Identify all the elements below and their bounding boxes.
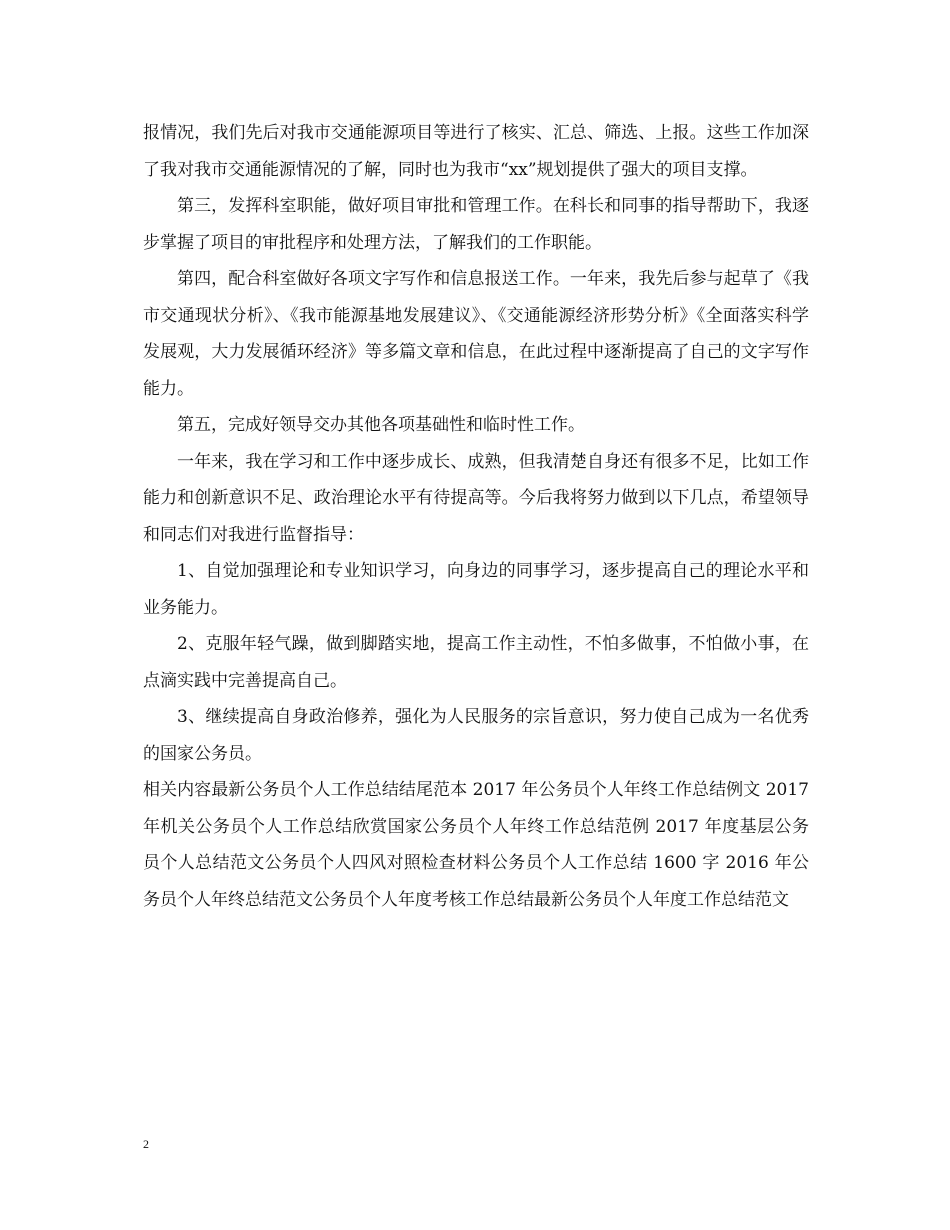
paragraph-item-3: 3、继续提高自身政治修养，强化为人民服务的宗旨意识，努力使自己成为一名优秀的国家公务员。	[143, 707, 809, 764]
paragraph-third-point: 第三，发挥科室职能，做好项目审批和管理工作。在科长和同事的指导帮助下，我逐步掌握了项目的审批程序和处理方法，了解我们的工作职能。	[143, 196, 809, 253]
paragraph-fifth-point: 第五，完成好领导交办其他各项基础性和临时性工作。	[177, 415, 585, 435]
paragraph-summary: 一年来，我在学习和工作中逐步成长、成熟，但我清楚自身还有很多不足，比如工作能力和创新意识不足、政治理论水平有待提高等。今后我将努力做到以下几点，希望领导和同志们对我进行监督指导：	[143, 451, 809, 545]
paragraph-continuation: 报情况，我们先后对我市交通能源项目等进行了核实、汇总、筛选、上报。这些工作加深了我对我市交通能源情况的了解，同时也为我市“xx”规划提供了强大的项目支撑。	[143, 123, 809, 180]
paragraph-item-2: 2、克服年轻气躁，做到脚踏实地，提高工作主动性，不怕多做事，不怕做小事，在点滴实践中完善提高自己。	[143, 634, 809, 691]
paragraph-item-1: 1、自觉加强理论和专业知识学习，向身边的同事学习，逐步提高自己的理论水平和业务能力。	[143, 561, 809, 618]
related-content: 相关内容最新公务员个人工作总结结尾范本 2017 年公务员个人年终工作总结例文 2017 年机关公务员个人工作总结欣赏国家公务员个人年终工作总结范例 2017 年度基层公务员个人总结范文公务员个人四风对照检查材料公务员个人工作总结 1600 字 2016 年公务员个人年终总结范文公务员个人年度考核工作总结最新公务员个人年度工作总结范文	[143, 780, 809, 910]
paragraph-fourth-point: 第四，配合科室做好各项文字写作和信息报送工作。一年来，我先后参与起草了《我市交通现状分析》、《我市能源基地发展建议》、《交通能源经济形势分析》《全面落实科学发展观，大力发展循环经济》等多篇文章和信息，在此过程中逐渐提高了自己的文字写作能力。	[143, 269, 809, 399]
document-body	[143, 115, 809, 918]
page-number: 2	[143, 1137, 149, 1151]
